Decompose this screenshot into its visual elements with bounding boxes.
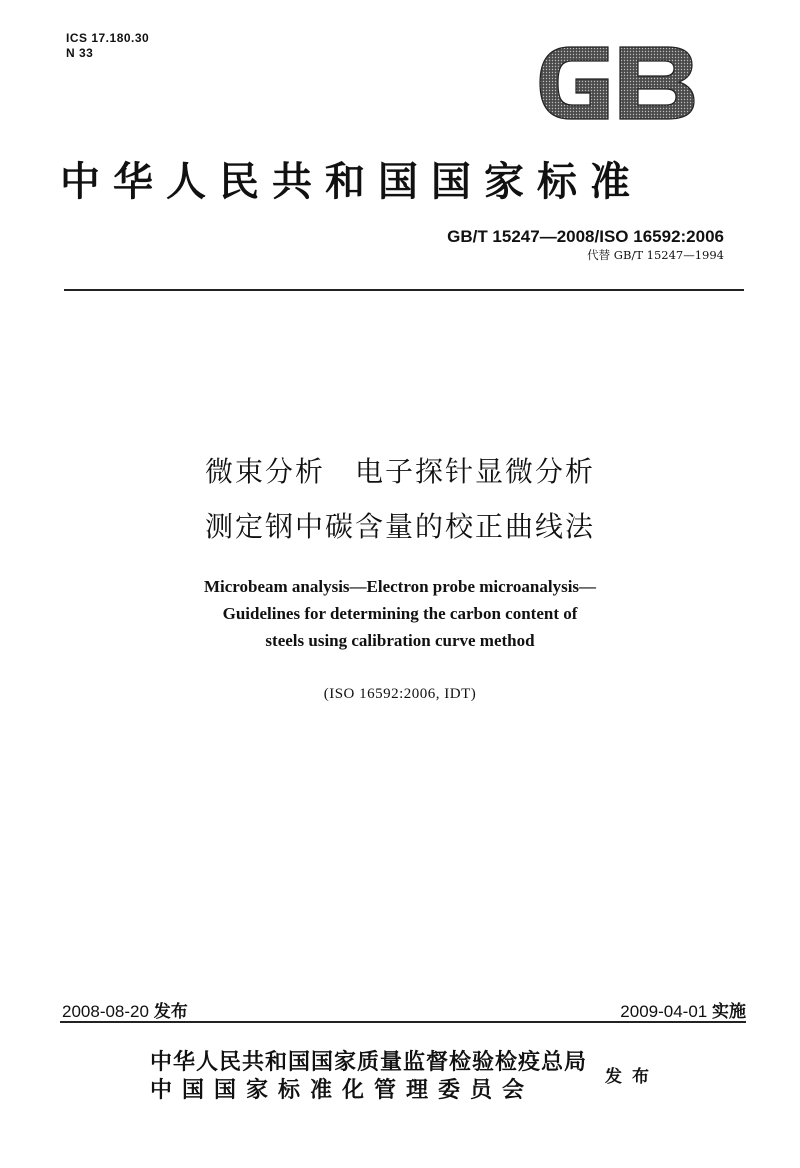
implementation-date-block: [620, 997, 746, 1022]
issue-label: 发布: [153, 1002, 188, 1022]
publish-label: 发布: [605, 1067, 659, 1087]
standard-type-heading: 中华人民共和国国家标准: [60, 159, 643, 205]
implementation-date: 2009-04-01: [620, 1002, 708, 1021]
standard-number: GB/T 15247—2008/ISO 16592:2006: [447, 227, 724, 246]
gb-logo: [536, 41, 696, 125]
ics-code: ICS 17.180.30: [66, 31, 150, 45]
iso-reference: (ISO 16592:2006, IDT): [323, 686, 477, 702]
issue-date: 2008-08-20: [62, 1002, 149, 1021]
ccs-code: N 33: [66, 46, 94, 60]
title-english-line-1: Microbeam analysis—Electron probe microanalysis—: [203, 577, 597, 596]
issuer-line-2: 中国国家标准化管理委员会: [150, 1078, 535, 1103]
header-divider: [64, 289, 744, 291]
title-chinese-line-2: 测定钢中碳含量的校正曲线法: [204, 510, 595, 543]
title-english-line-3: steels using calibration curve method: [265, 631, 535, 650]
footer-divider: [60, 1021, 746, 1023]
replaces-note: 代替 GB/T 15247—1994: [587, 248, 724, 262]
title-chinese-line-1: 微束分析 电子探针显微分析: [204, 455, 595, 488]
issue-date-block: [62, 997, 188, 1022]
implementation-label: 实施: [712, 1002, 746, 1022]
issuer-line-1: 中华人民共和国国家质量监督检验检疫总局: [150, 1050, 588, 1075]
title-english-line-2: Guidelines for determining the carbon content of: [222, 604, 578, 623]
